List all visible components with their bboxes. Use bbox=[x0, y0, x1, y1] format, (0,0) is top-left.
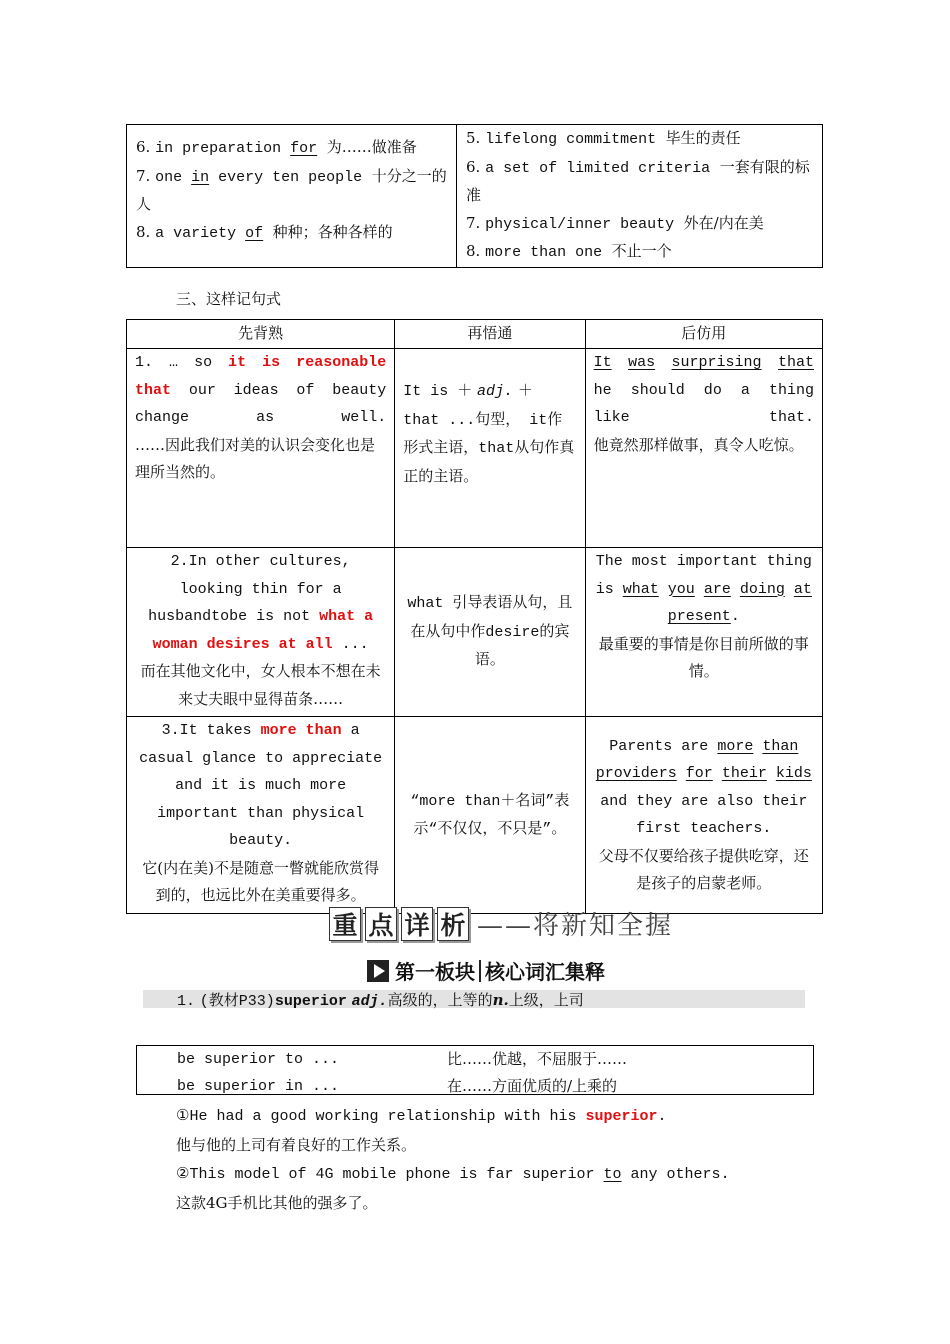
vocab-item: 6. a set of limited criteria 一套有限的标准 bbox=[466, 157, 810, 204]
play-icon bbox=[367, 960, 389, 982]
example-sentences bbox=[176, 1101, 730, 1217]
blank-answer: for bbox=[290, 140, 318, 157]
table-header: 先背熟 bbox=[127, 320, 395, 349]
memorize-cell: 2.In other cultures, looking thin for a husbandtobe is not what a woman desires at all ... 而在其他文化中，女人根本不想在未来丈夫眼中显得苗条…… bbox=[127, 548, 395, 717]
blank-answer: in bbox=[191, 168, 210, 186]
highlight-text: more than bbox=[260, 722, 342, 739]
example-zh: 这款4G手机比其他的强多了。 bbox=[176, 1194, 378, 1212]
banner-char: 点 bbox=[365, 907, 397, 941]
phrase-box bbox=[136, 1045, 814, 1095]
example-en: ②This model of 4G mobile phone is far superior to any others. bbox=[176, 1164, 730, 1183]
vocab-item: 7. one in every ten people 十分之一的人 bbox=[136, 166, 447, 213]
banner-char: 详 bbox=[401, 907, 433, 941]
explain-cell: “more than＋名词”表示“不仅仅，不只是”。 bbox=[395, 717, 585, 914]
blank-answer: of bbox=[245, 224, 264, 242]
table-row bbox=[127, 548, 823, 717]
vocab-right-cell bbox=[457, 125, 823, 268]
table-header: 再悟通 bbox=[395, 320, 585, 349]
example-en: ①He had a good working relationship with his superior. bbox=[176, 1106, 667, 1125]
imitate-cell: Parents are more than providers for their kids and they are also their first teachers. 父母不仅要给孩子提供吃穿，还是孩子的启蒙老师。 bbox=[585, 717, 822, 914]
vocab-item: 8. more than one 不止一个 bbox=[466, 242, 672, 261]
table-row bbox=[127, 717, 823, 914]
vocab-left-cell bbox=[127, 125, 457, 268]
section-title: 三、这样记句式 bbox=[176, 290, 282, 308]
highlight-text: what a woman desires at all bbox=[152, 608, 374, 653]
memorize-cell: 1. … so it is reasonable that our ideas of beauty change as well. ……因此我们对美的认识会变化也是理所当然的。 bbox=[127, 349, 395, 548]
imitate-cell: The most important thing is what you are doing at present. 最重要的事情是你目前所做的事情。 bbox=[585, 548, 822, 717]
banner-subtitle: ——将新知全握 bbox=[477, 911, 674, 941]
vocab-item: 7. physical/inner beauty 外在/内在美 bbox=[466, 213, 764, 233]
vocab-table bbox=[126, 124, 823, 268]
banner-char: 析 bbox=[437, 907, 469, 941]
vocab-item: 5. lifelong commitment 毕生的责任 bbox=[466, 129, 741, 148]
imitate-cell: It was surprising that he should do a thing like that. 他竟然那样做事，真令人吃惊。 bbox=[585, 349, 822, 548]
explain-cell: what 引导表语从句，且在从句中作desire的宾语。 bbox=[395, 548, 585, 717]
table-row bbox=[127, 349, 823, 548]
module-title: 第一板块 核心词汇集释 bbox=[367, 956, 605, 985]
word-entry: 1. (教材P33)superior adj.高级的，上等的n.上级，上司 bbox=[143, 990, 805, 1008]
list-item: be superior to ... 比……优越，不屈服于…… bbox=[177, 1050, 628, 1068]
key-points-banner bbox=[329, 905, 673, 942]
explain-cell: It is ＋ adj. ＋ that ...句型， it作形式主语，that从句作真正的主语。 bbox=[395, 349, 585, 548]
banner-char: 重 bbox=[329, 907, 361, 941]
sentence-table bbox=[126, 319, 823, 914]
table-header: 后仿用 bbox=[585, 320, 822, 349]
highlight-text: it is reasonable that bbox=[135, 354, 387, 399]
memorize-cell: 3.It takes more than a casual glance to appreciate and it is much more important than physical beauty. 它(内在美)不是随意一瞥就能欣赏得到的，也远比外在美重要得多。 bbox=[127, 717, 395, 914]
vocab-item: 8. a variety of 种种；各种各样的 bbox=[136, 222, 393, 242]
list-item: be superior in ... 在……方面优质的/上乘的 bbox=[177, 1077, 618, 1095]
example-zh: 他与他的上司有着良好的工作关系。 bbox=[176, 1136, 417, 1154]
divider bbox=[479, 960, 481, 982]
vocab-item: 6. in preparation for 为……做准备 bbox=[136, 138, 417, 157]
